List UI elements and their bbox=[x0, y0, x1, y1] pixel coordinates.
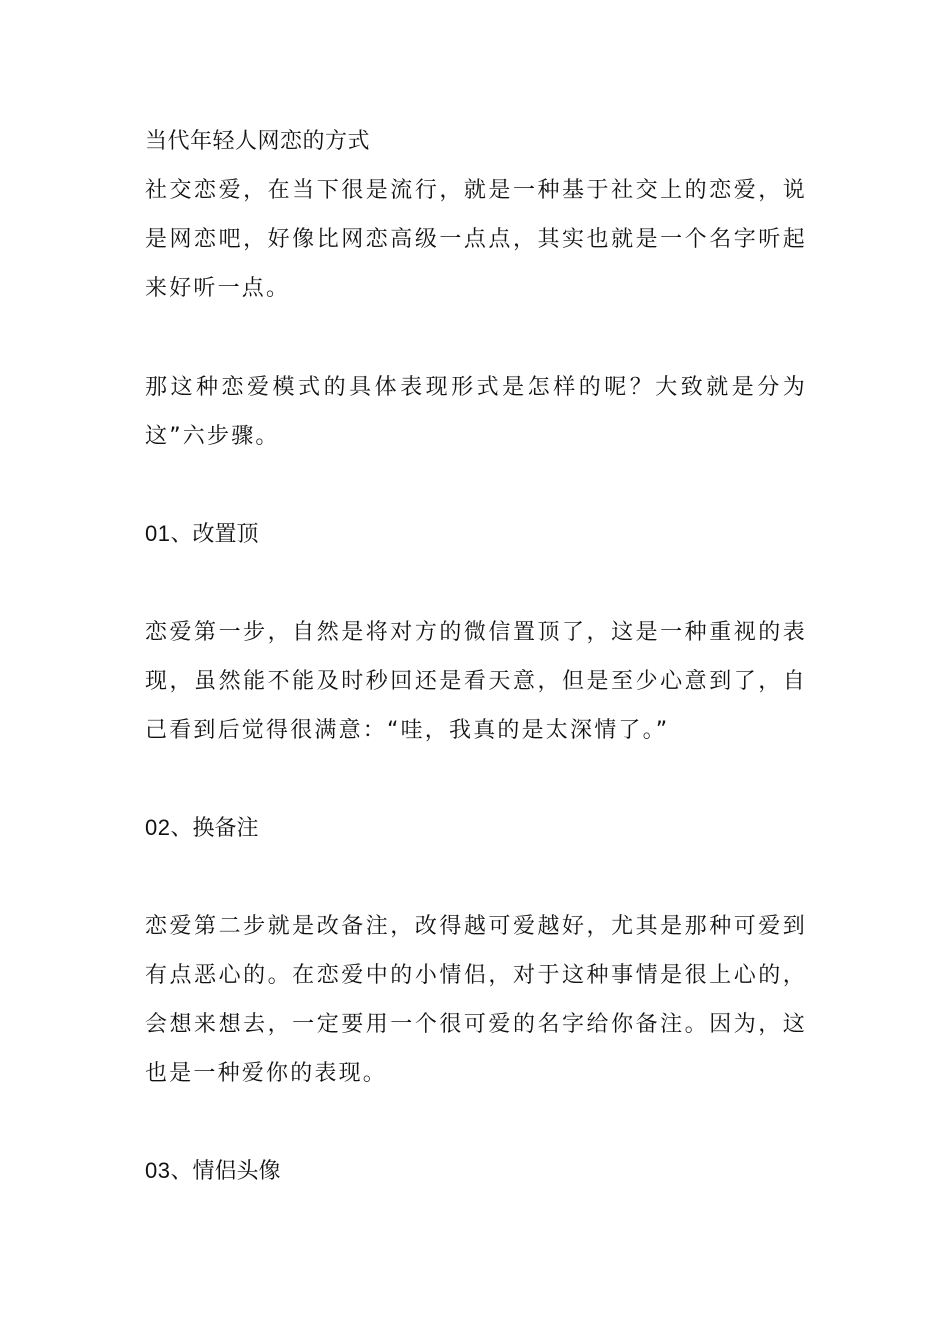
section-heading-label: 、改置顶 bbox=[170, 522, 259, 547]
spacer bbox=[145, 313, 807, 363]
document-page bbox=[145, 118, 807, 1196]
intro-paragraph: 社交恋爱，在当下很是流行，就是一种基于社交上的恋爱，说是网恋吧，好像比网恋高级一点点，其实也就是一个名字听起来好听一点。 bbox=[145, 178, 807, 301]
section-number: 03 bbox=[145, 1158, 171, 1183]
spacer bbox=[145, 559, 807, 608]
spacer bbox=[145, 853, 807, 902]
section-body-01: 恋爱第一步，自然是将对方的微信置顶了，这是一种重视的表现，虽然能不能及时秒回还是看天意，但是至少心意到了，自己看到后觉得很满意：“哇，我真的是太深情了。” bbox=[145, 620, 807, 743]
section-heading-03 bbox=[145, 1146, 807, 1196]
section-heading-label: 、情侣头像 bbox=[170, 1159, 281, 1184]
spacer bbox=[145, 1098, 807, 1146]
spacer bbox=[145, 461, 807, 509]
section-number: 02 bbox=[145, 815, 171, 840]
spacer bbox=[145, 755, 807, 803]
section-body-02: 恋爱第二步就是改备注，改得越可爱越好，尤其是那种可爱到有点恶心的。在恋爱中的小情侣，对于这种事情是很上心的，会想来想去，一定要用一个很可爱的名字给你备注。因为，这也是一种爱你的表现。 bbox=[145, 914, 807, 1086]
section-heading-01 bbox=[145, 509, 807, 559]
document-title: 当代年轻人网恋的方式 bbox=[145, 129, 371, 154]
section-number: 01 bbox=[145, 521, 171, 546]
question-paragraph: 那这种恋爱模式的具体表现形式是怎样的呢？大致就是分为这”六步骤。 bbox=[145, 375, 807, 449]
section-heading-02 bbox=[145, 803, 807, 853]
section-heading-label: 、换备注 bbox=[170, 816, 259, 841]
